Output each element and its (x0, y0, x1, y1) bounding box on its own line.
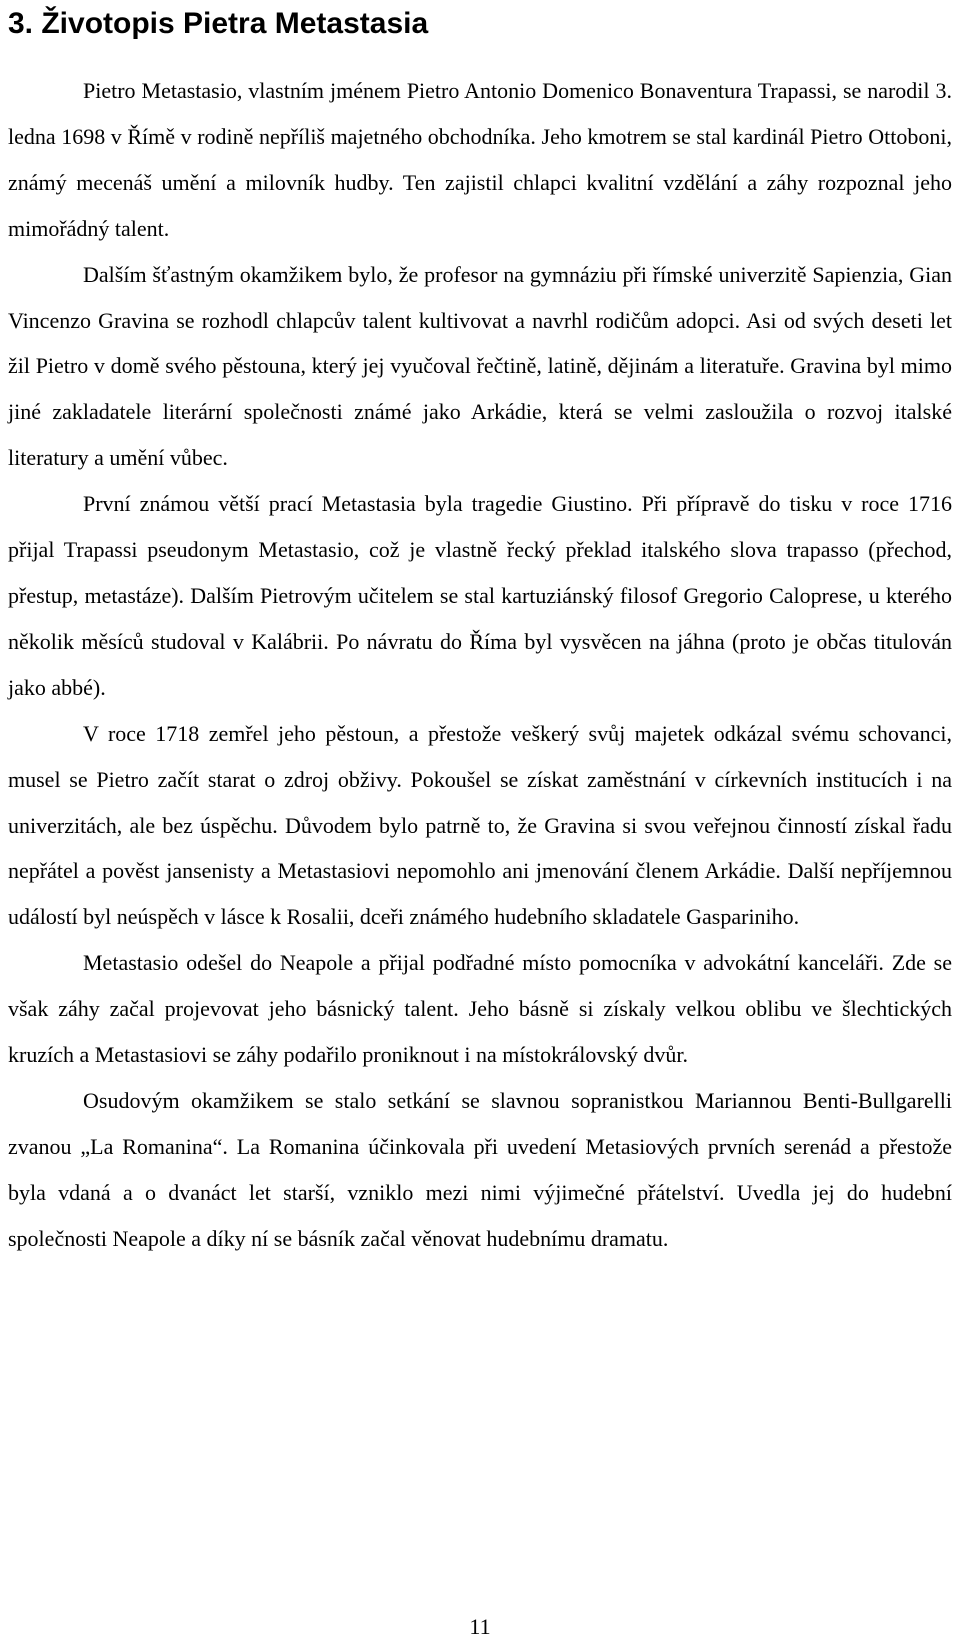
paragraph-5: Metastasio odešel do Neapole a přijal podřadné místo pomocníka v advokátní kanceláři. Zde se však záhy začal projevovat jeho básnický talent. Jeho básně si získaly velkou oblibu ve šlechtických kruzích a Metastasiovi se záhy podařilo proniknout i na místokrálovský dvůr. (8, 950, 952, 1068)
paragraph-3: První známou větší prací Metastasia byla tragedie Giustino. Při přípravě do tisku v roce 1716 přijal Trapassi pseudonym Metastasio, což je vlastně řecký překlad italského slova trapasso (přechod, přestup, metastáze). Dalším Pietrovým učitelem se stal kartuziánský filosof Gregorio Caloprese, u kterého několik měsíců studoval v Kalábrii. Po návratu do Říma byl vysvěcen na jáhna (proto je občas titulován jako abbé). (8, 491, 952, 700)
chapter-body (8, 68, 952, 1262)
paragraph-4: V roce 1718 zemřel jeho pěstoun, a přestože veškerý svůj majetek odkázal svému schovanci, musel se Pietro začít starat o zdroj obživy. Pokoušel se získat zaměstnání v církevních institucích i na univerzitách, ale bez úspěchu. Důvodem bylo patrně to, že Gravina si svou veřejnou činností získal řadu nepřátel a pověst jansenisty a Metastasiovi nepomohlo ani jmenování členem Arkádie. Další nepříjemnou událostí byl neúspěch v lásce k Rosalii, dceři známého hudebního skladatele Gaspariniho. (8, 720, 952, 930)
chapter-heading: 3. Životopis Pietra Metastasia (8, 7, 429, 40)
paragraph-6: Osudovým okamžikem se stalo setkání se slavnou sopranistkou Mariannou Benti-Bullgarelli zvanou „La Romanina“. La Romanina účinkovala při uvedení Metasiových prvních serenád a přestože byla vdaná a o dvanáct let starší, vzniklo mezi nimi výjimečné přátelství. Uvedla jej do hudební společnosti Neapole a díky ní se básník začal věnovat hudebnímu dramatu. (8, 1087, 952, 1251)
paragraph-1: Pietro Metastasio, vlastním jménem Pietro Antonio Domenico Bonaventura Trapassi, se narodil 3. ledna 1698 v Římě v rodině nepříliš majetného obchodníka. Jeho kmotrem se stal kardinál Pietro Ottoboni, známý mecenáš umění a milovník hudby. Ten zajistil chlapci kvalitní vzdělání a záhy rozpoznal jeho mimořádný talent. (8, 78, 952, 241)
paragraph-2: Dalším šťastným okamžikem bylo, že profesor na gymnáziu při římské univerzitě Sapienzia, Gian Vincenzo Gravina se rozhodl chlapcův talent kultivovat a navrhl rodičům adopci. Asi od svých deseti let žil Pietro v domě svého pěstouna, který jej vyučoval řečtině, latině, dějinám a literatuře. Gravina byl mimo jiné zakladatele literární společnosti známé jako Arkádie, která se velmi zasloužila o rozvoj italské literatury a umění vůbec. (8, 261, 952, 471)
page-number: 11 (469, 1614, 491, 1639)
